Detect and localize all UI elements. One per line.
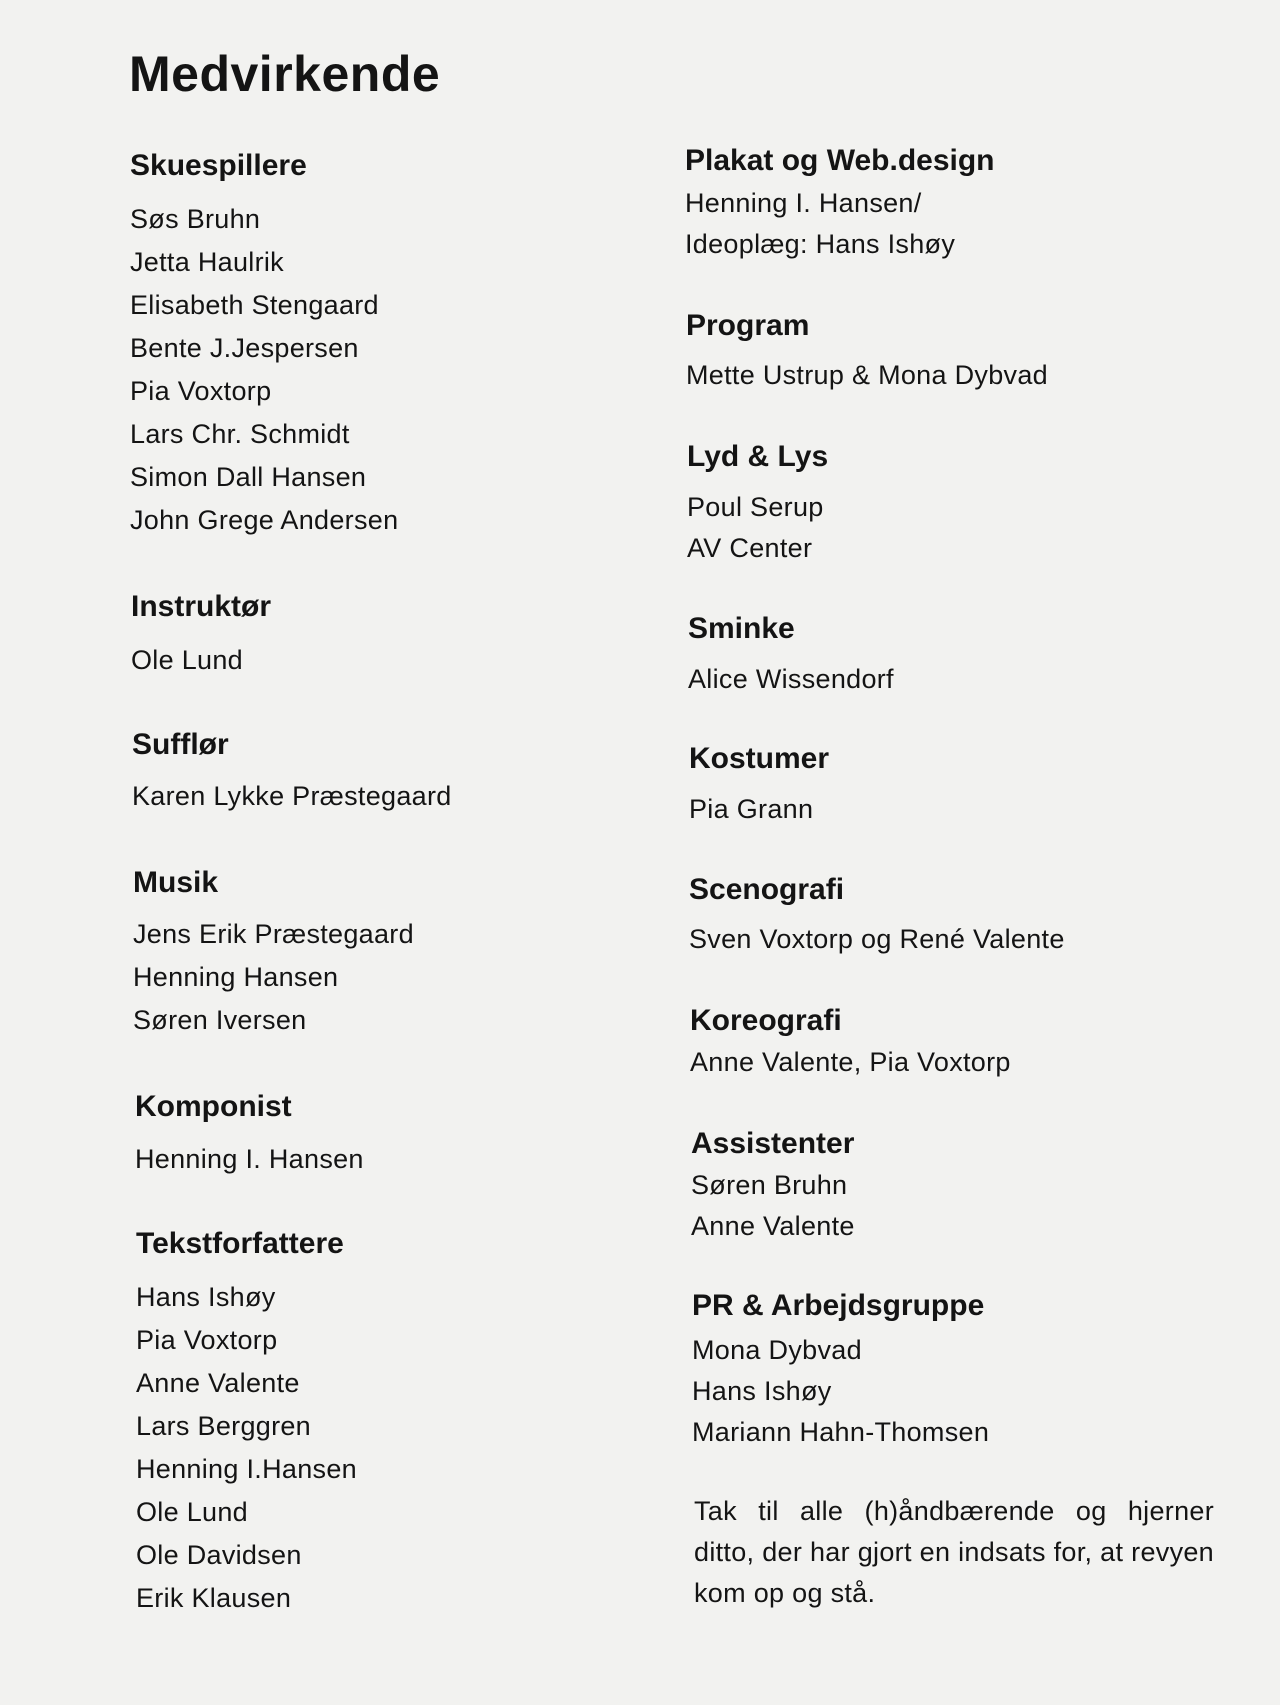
section-heading: Program bbox=[686, 309, 810, 342]
credit-name: Ole Lund bbox=[136, 1496, 248, 1527]
credit-section bbox=[131, 587, 271, 682]
credit-name: Sven Voxtorp og René Valente bbox=[689, 923, 1065, 954]
credit-name: Karen Lykke Præstegaard bbox=[132, 780, 452, 811]
credit-name: Mette Ustrup & Mona Dybvad bbox=[686, 359, 1048, 390]
credit-name: Henning I. Hansen bbox=[135, 1143, 364, 1174]
credit-section bbox=[133, 863, 414, 1042]
credit-name: Alice Wissendorf bbox=[688, 663, 894, 694]
credit-name: Lars Chr. Schmidt bbox=[130, 418, 350, 449]
credit-name: Poul Serup bbox=[687, 491, 824, 522]
credit-name: Mona Dybvad bbox=[692, 1334, 862, 1365]
credit-name: Pia Voxtorp bbox=[136, 1324, 278, 1355]
section-heading: Instruktør bbox=[131, 590, 272, 623]
section-heading: Scenografi bbox=[689, 873, 845, 906]
credit-section bbox=[690, 1001, 1011, 1083]
credit-name: Søren Iversen bbox=[133, 1004, 307, 1035]
credit-name: Bente J.Jespersen bbox=[130, 332, 359, 363]
section-heading: Tekstforfattere bbox=[136, 1227, 344, 1260]
section-heading: Skuespillere bbox=[130, 149, 307, 182]
credit-name: Jens Erik Præstegaard bbox=[133, 918, 414, 949]
credit-name: Simon Dall Hansen bbox=[130, 461, 367, 492]
section-heading: Koreografi bbox=[690, 1004, 842, 1037]
section-heading: Lyd & Lys bbox=[687, 440, 829, 473]
credit-name: Hans Ishøy bbox=[136, 1281, 276, 1312]
credit-name: Henning I.Hansen bbox=[136, 1453, 357, 1484]
credit-name: Hans Ishøy bbox=[692, 1375, 832, 1406]
credit-name: Lars Berggren bbox=[136, 1410, 311, 1441]
credit-section bbox=[132, 725, 452, 818]
credit-name: Pia Voxtorp bbox=[130, 375, 272, 406]
credit-section bbox=[130, 146, 398, 542]
credit-section bbox=[688, 609, 894, 700]
credit-name: Ideoplæg: Hans Ishøy bbox=[685, 228, 956, 259]
section-heading: Sminke bbox=[688, 612, 795, 645]
credit-name: Anne Valente bbox=[136, 1367, 300, 1398]
page-title: Medvirkende bbox=[129, 46, 441, 102]
credit-section bbox=[689, 739, 829, 830]
thanks-note: Tak til alle (h)åndbærende og hjerner ditto, der har gjort en indsats for, at revyen kom op og stå. bbox=[694, 1496, 1214, 1608]
section-heading: Plakat og Web.design bbox=[685, 144, 995, 177]
credit-section bbox=[136, 1224, 357, 1620]
section-heading: PR & Arbejdsgruppe bbox=[692, 1289, 985, 1322]
credit-section bbox=[135, 1087, 364, 1181]
credit-name: Erik Klausen bbox=[136, 1582, 292, 1613]
credit-section bbox=[686, 306, 1048, 396]
credit-name: John Grege Andersen bbox=[130, 504, 399, 535]
credit-name: Mariann Hahn-Thomsen bbox=[692, 1416, 990, 1447]
credit-name: Jetta Haulrik bbox=[130, 246, 284, 277]
credit-name: Henning I. Hansen/ bbox=[685, 187, 922, 218]
section-heading: Assistenter bbox=[691, 1127, 855, 1160]
credit-name: Søren Bruhn bbox=[691, 1169, 848, 1200]
section-heading: Musik bbox=[133, 866, 219, 899]
section-heading: Komponist bbox=[135, 1090, 292, 1123]
credit-name: AV Center bbox=[687, 532, 813, 563]
credit-section bbox=[687, 437, 828, 569]
section-heading: Kostumer bbox=[689, 742, 830, 775]
credit-name: Søs Bruhn bbox=[130, 203, 261, 234]
credit-section bbox=[691, 1124, 855, 1247]
credit-section bbox=[692, 1286, 989, 1453]
credit-name: Henning Hansen bbox=[133, 961, 339, 992]
credit-name: Anne Valente bbox=[691, 1210, 855, 1241]
credit-name: Ole Lund bbox=[131, 644, 243, 675]
credit-name: Anne Valente, Pia Voxtorp bbox=[690, 1046, 1011, 1077]
credit-section bbox=[685, 141, 995, 265]
section-heading: Sufflør bbox=[132, 728, 229, 761]
credit-name: Elisabeth Stengaard bbox=[130, 289, 379, 320]
credit-name: Ole Davidsen bbox=[136, 1539, 302, 1570]
credit-name: Pia Grann bbox=[689, 793, 814, 824]
credit-section bbox=[689, 870, 1065, 960]
